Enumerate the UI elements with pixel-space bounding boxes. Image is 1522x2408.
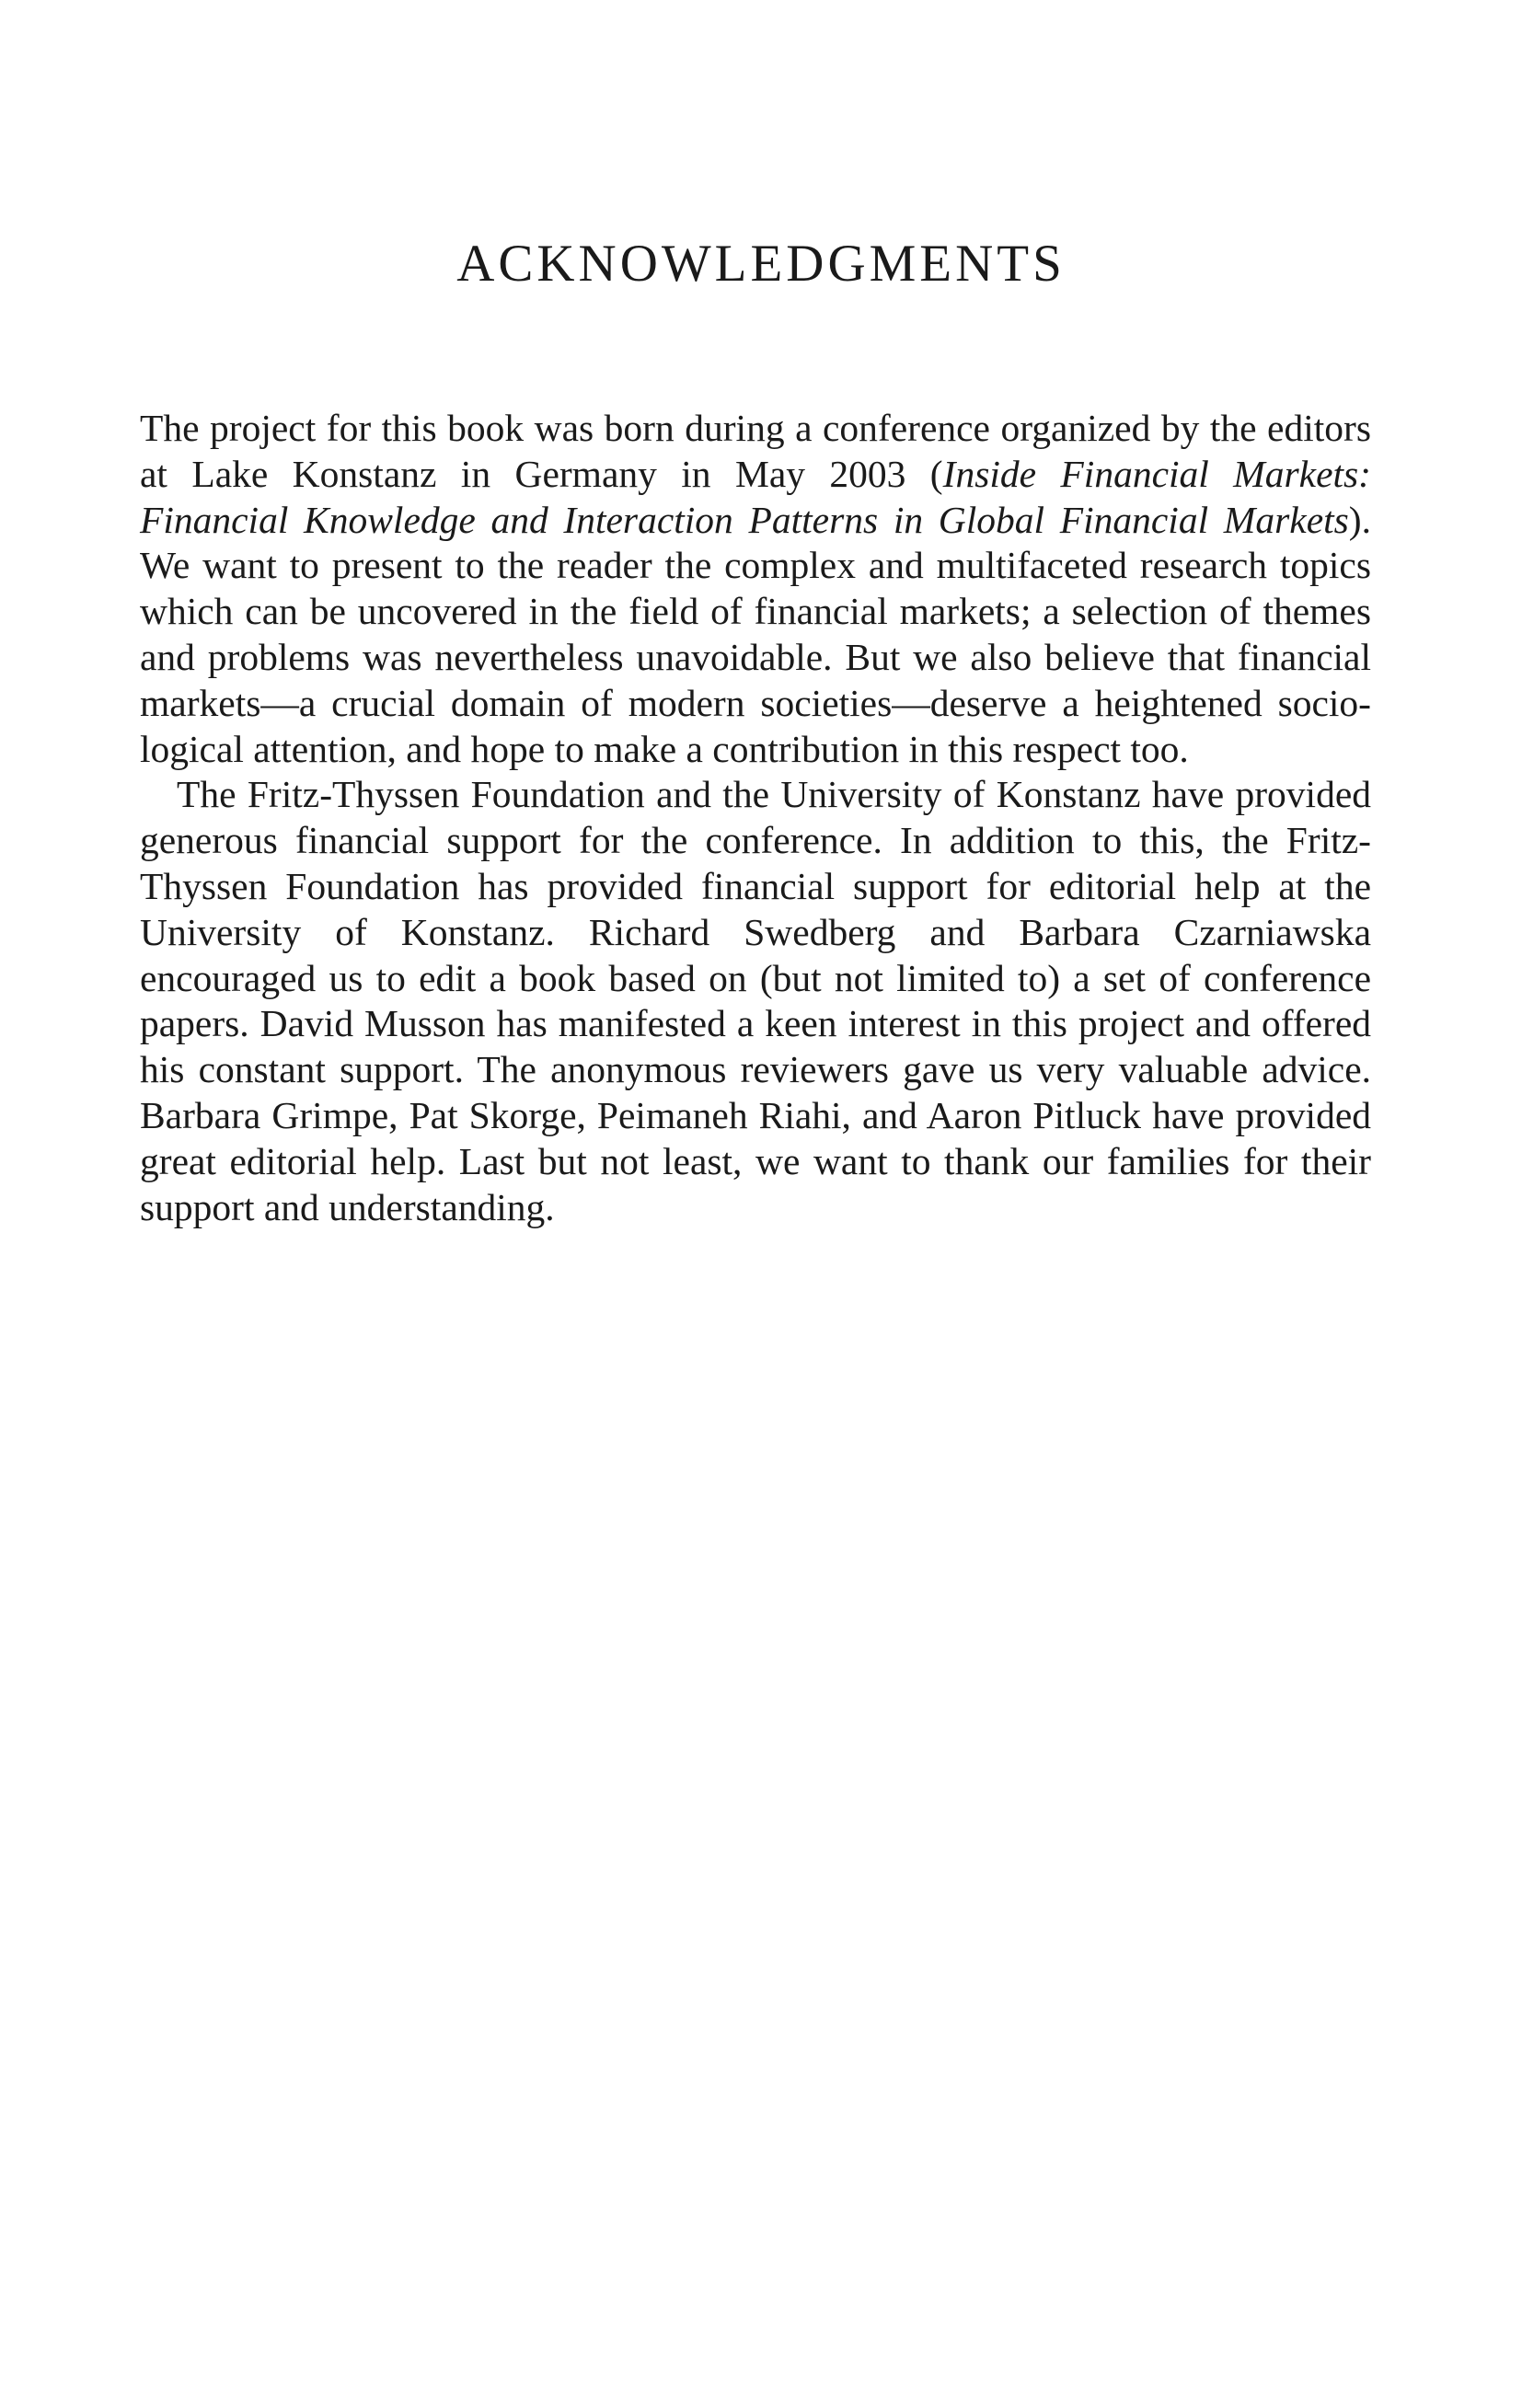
paragraph-1 [140, 406, 1371, 772]
body-text [140, 406, 1371, 1230]
paragraph-1-text-start: The project for this book was born during a conference organized by the editors at Lake Konstanz in Germany in May 2003 ( [140, 407, 1371, 495]
paragraph-1-text-end: ). We want to present to the reader the complex and multifaceted research topics which can be uncovered in the field of financial markets; a selection of themes and problems was nevertheless unavoidable. But we also believe that financial markets—a crucial domain of modern societies—deserve a heightened sociological attention, and hope to make a contribution in this respect too. [140, 498, 1371, 770]
page-title: ACKNOWLEDGMENTS [456, 235, 1066, 293]
conference-title: Inside Financial Markets: Financial Knowledge and Interaction Patterns in Global Financial Markets [140, 452, 1371, 541]
paragraph-2: The Fritz-Thyssen Foundation and the University of Konstanz have provided generous financial support for the conference. In addition to this, the Fritz-Thyssen Foundation has provided financial support for editorial help at the University of Konstanz. Richard Swedberg and Barbara Czarniawska encouraged us to edit a book based on (but not limited to) a set of conference papers. David Musson has manifested a keen interest in this project and offered his constant support. The anonymous reviewers gave us very valuable advice. Barbara Grimpe, Pat Skorge, Peimaneh Riahi, and Aaron Pitluck have provided great editorial help. Last but not least, we want to thank our families for their support and understanding. [140, 773, 1371, 1228]
